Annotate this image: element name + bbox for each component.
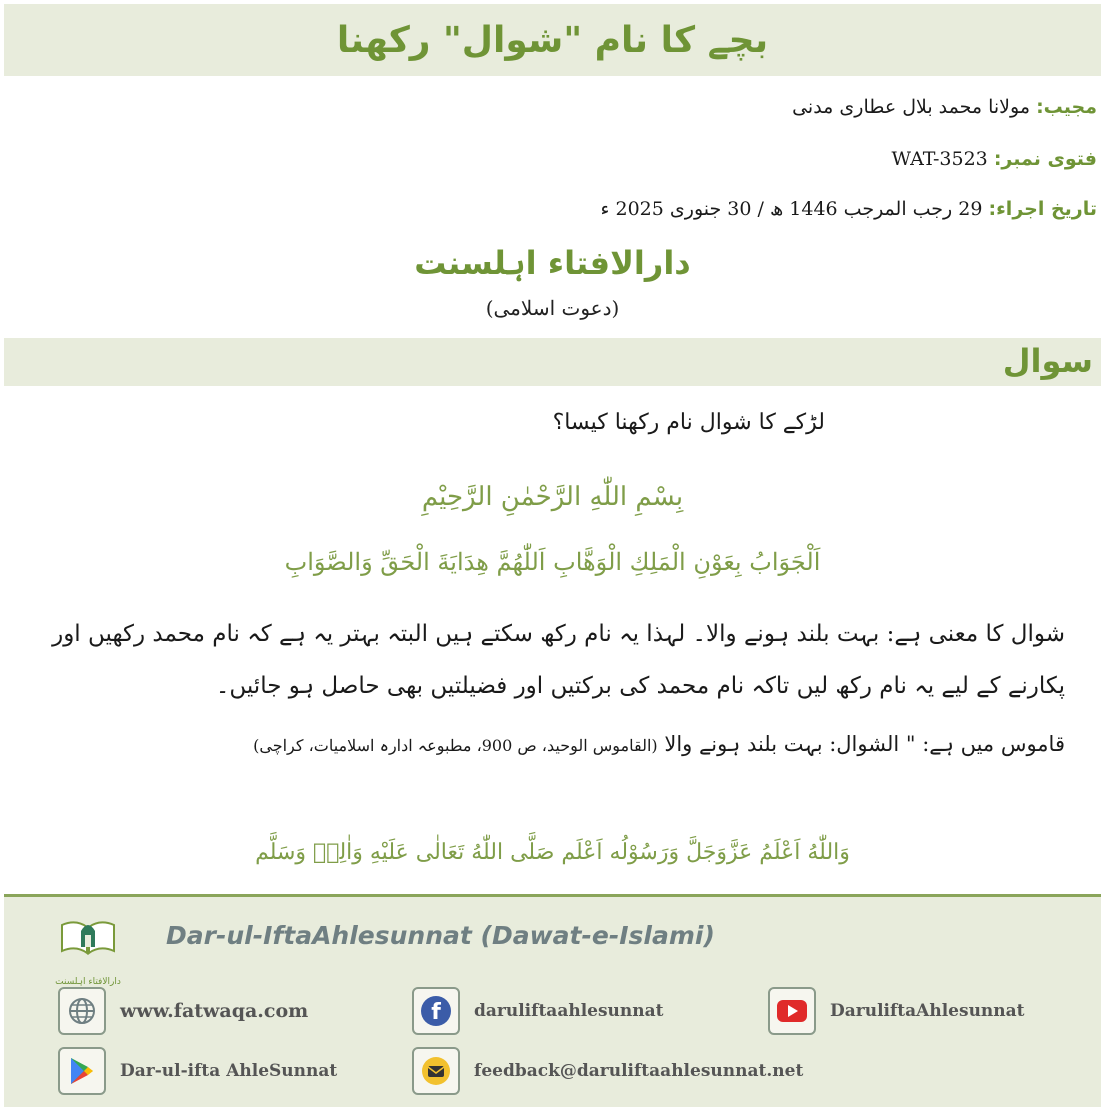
footer-brand: Dar-ul-IftaAhlesunnat (Dawat-e-Islami) — [166, 921, 715, 950]
date-row — [601, 198, 1097, 220]
institution-sub: (دعوت اسلامی) — [485, 296, 620, 320]
fatwa-value: WAT-3523 — [891, 148, 988, 170]
question-text: لڑکے کا شوال نام رکھنا کیسا؟ — [552, 410, 825, 435]
mujeeb-value: مولانا محمد بلال عطاری مدنی — [792, 96, 1031, 118]
answer-opening: اَلْجَوَابُ بِعَوْنِ الْمَلِكِ الْوَهَّابِ اَللّٰهُمَّ هِدَايَةَ الْحَقِّ وَالصَّوَابِ — [284, 548, 821, 576]
website-link[interactable] — [58, 987, 308, 1035]
playstore-text: Dar-ul-ifta AhleSunnat — [120, 1061, 338, 1081]
playstore-link[interactable] — [58, 1047, 337, 1095]
qamoos-main: قاموس میں ہے: " الشوال: بہت بلند ہونے والا — [664, 732, 1065, 756]
closing-dua: وَاللّٰهُ اَعْلَمُ عَزَّوَجَلَّ وَرَسُوْلُه اَعْلَم صَلَّى اللّٰهُ تَعَالٰی عَلَیْهِ وَاٰلِهٖ وَسَلَّم — [255, 840, 850, 865]
youtube-link[interactable] — [768, 987, 1025, 1035]
website-text: www.fatwaqa.com — [120, 1000, 309, 1022]
mujeeb-row — [792, 96, 1097, 118]
footer — [4, 894, 1101, 1107]
facebook-link[interactable] — [412, 987, 663, 1035]
title-band — [4, 4, 1101, 76]
play-store-icon — [58, 1047, 106, 1095]
youtube-icon — [768, 987, 816, 1035]
qamoos-line — [45, 732, 1065, 756]
email-icon — [412, 1047, 460, 1095]
answer-paragraph: شوال کا معنی ہے: بہت بلند ہونے والا۔ لہذا یہ نام رکھ سکتے ہیں البتہ بہتر یہ ہے کہ نام محمد رکھیں اور پکارنے کے لیے یہ نام رکھ لیں تاکہ نام محمد کی برکتیں اور فضیلتیں بھی حاصل ہو جائیں۔ — [52, 621, 1065, 699]
date-value: 29 رجب المرجب 1446 ھ / 30 جنوری 2025 ء — [600, 198, 983, 220]
book-logo-icon — [52, 911, 124, 973]
question-heading: سوال — [1002, 342, 1093, 380]
youtube-text: DaruliftaAhlesunnat — [830, 1001, 1025, 1021]
qamoos-ref: (القاموس الوحید، ص 900، مطبوعہ ادارہ اسلامیات، کراچی) — [253, 736, 658, 755]
svg-text:f: f — [431, 1000, 441, 1025]
globe-icon — [58, 987, 106, 1035]
date-label: تاریخ اجراء: — [988, 198, 1097, 220]
mujeeb-label: مجیب: — [1036, 96, 1097, 118]
logo-caption: دارالافتاء اہلسنت — [55, 977, 121, 987]
bismillah: بِسْمِ اللّٰهِ الرَّحْمٰنِ الرَّحِیْمِ — [421, 482, 684, 512]
facebook-text: daruliftaahlesunnat — [474, 1001, 664, 1021]
facebook-icon — [412, 987, 460, 1035]
fatwa-label: فتوی نمبر: — [993, 148, 1097, 170]
email-text: feedback@daruliftaahlesunnat.net — [474, 1061, 804, 1081]
page-title: بچے کا نام "شوال" رکھنا — [336, 19, 769, 61]
institution-name: دارالافتاء اہلسنت — [414, 244, 691, 282]
question-band — [4, 338, 1101, 386]
dar-ul-ifta-logo — [52, 911, 124, 987]
email-link[interactable] — [412, 1047, 803, 1095]
fatwa-row — [892, 148, 1098, 170]
